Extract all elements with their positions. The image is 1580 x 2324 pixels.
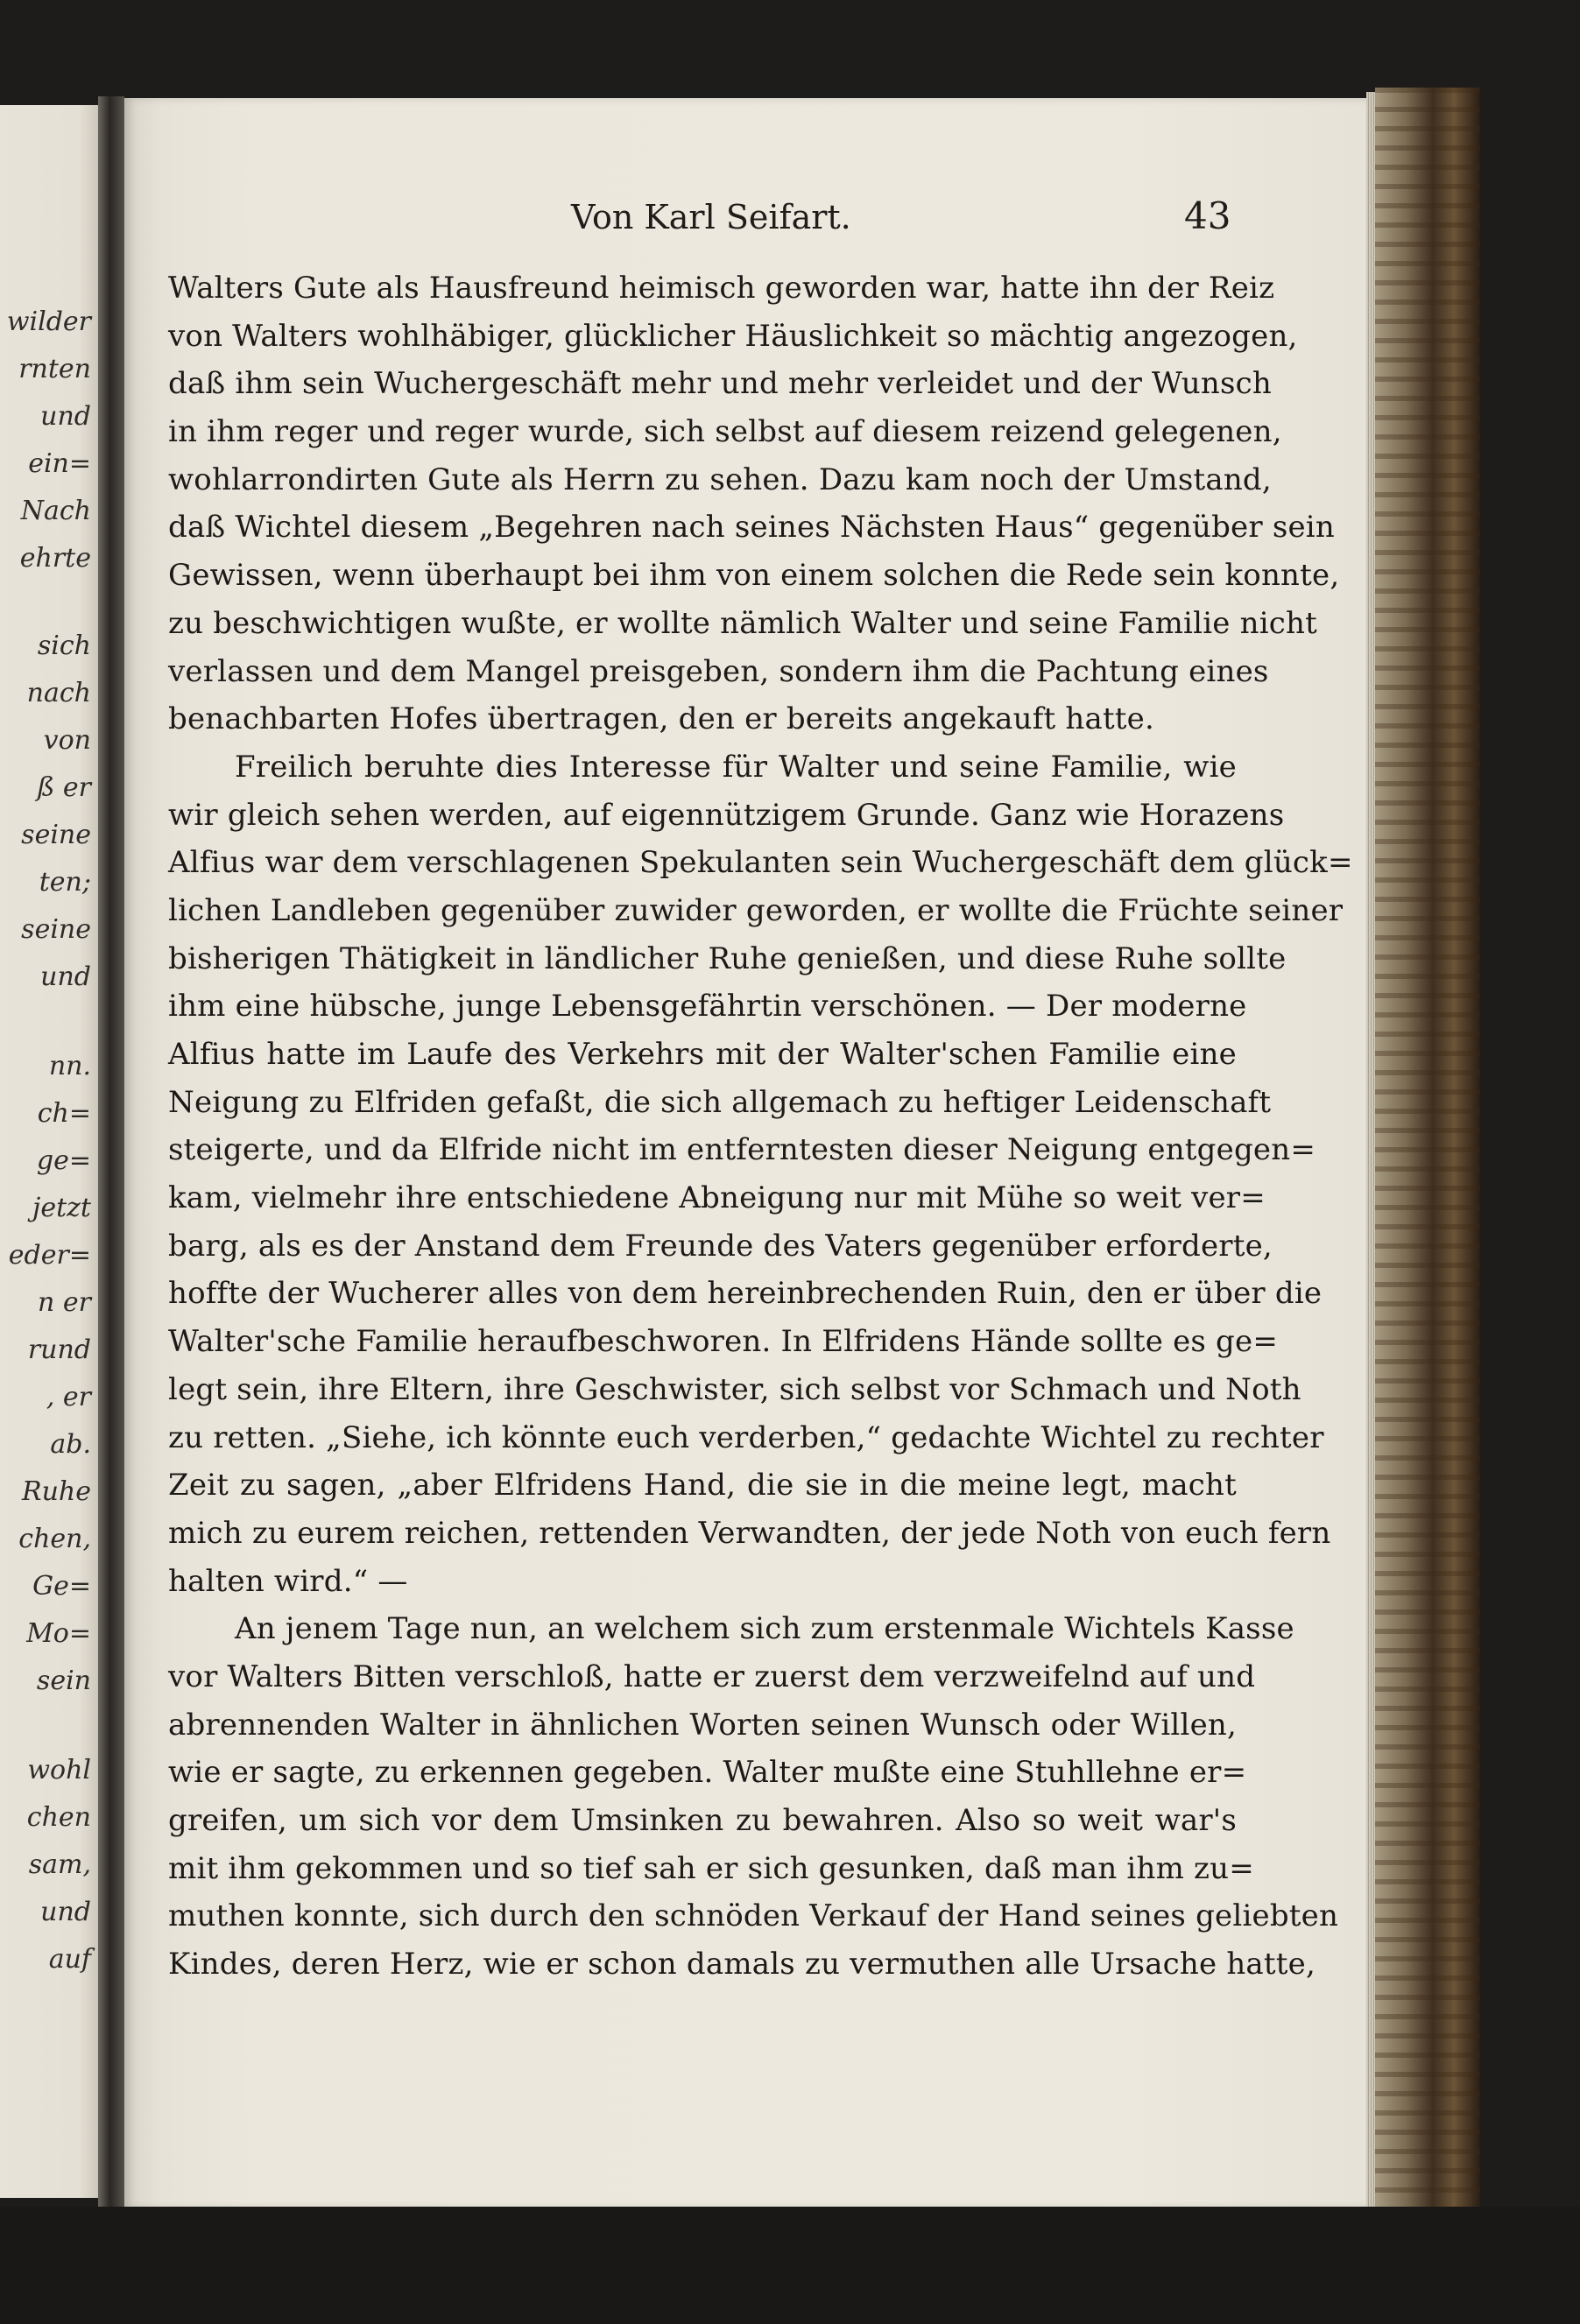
left-page-fragment: n er: [38, 1287, 91, 1318]
left-page-fragment: nn.: [48, 1051, 91, 1081]
text-line: An jenem Tage nun, an welchem sich zum erstenmale Wichtels Kasse: [235, 1611, 1294, 1647]
left-page-fragment: ein=: [28, 448, 91, 479]
background-bottom: [0, 2207, 1580, 2324]
text-line: lichen Landleben gegenüber zuwider geworden, er wollte die Früchte seiner: [168, 892, 1344, 928]
text-line: greifen, um sich vor dem Umsinken zu bewahren. Also so weit war's: [168, 1803, 1237, 1838]
left-page-fragment: wohl: [27, 1755, 91, 1785]
text-line: ihm eine hübsche, junge Lebensgefährtin verschönen. — Der moderne: [168, 989, 1247, 1025]
left-page-fragment: auf: [48, 1944, 91, 1975]
text-line: barg, als es der Anstand dem Freunde des Vaters gegenüber erforderte,: [168, 1228, 1273, 1264]
left-page: [0, 105, 105, 2198]
left-page-fragment: und: [40, 1897, 91, 1927]
left-page-fragment: seine: [21, 820, 91, 850]
text-line: zu beschwichtigen wußte, er wollte nämlich Walter und seine Familie nicht: [168, 605, 1317, 641]
left-page-fragment: jetzt: [32, 1193, 91, 1223]
left-page-fragment: Mo=: [26, 1618, 91, 1649]
text-line: abrennenden Walter in ähnlichen Worten seinen Wunsch oder Willen,: [168, 1707, 1237, 1743]
text-line: steigerte, und da Elfride nicht im entferntesten dieser Neigung entgegen=: [168, 1132, 1316, 1168]
text-line: daß ihm sein Wuchergeschäft mehr und mehr verleidet und der Wunsch: [168, 366, 1272, 402]
text-line: Gewissen, wenn überhaupt bei ihm von einem solchen die Rede sein konnte,: [168, 558, 1340, 594]
left-page-fragment: und: [40, 961, 91, 992]
left-page-fragment: sam,: [28, 1849, 91, 1880]
text-line: Alfius hatte im Laufe des Verkehrs mit der Walter'schen Familie eine: [168, 1037, 1237, 1072]
text-line: Neigung zu Elfriden gefaßt, die sich allgemach zu heftiger Leidenschaft: [168, 1084, 1272, 1120]
left-page-fragment: rund: [27, 1335, 91, 1365]
left-page-fragment: sich: [37, 630, 91, 661]
text-line: halten wird.“ —: [168, 1563, 408, 1599]
left-page-fragment: wilder: [6, 306, 91, 337]
text-line: wie er sagte, zu erkennen gegeben. Walter mußte eine Stuhllehne er=: [168, 1755, 1247, 1791]
right-page: [124, 98, 1368, 2208]
text-line: zu retten. „Siehe, ich könnte euch verderben,“ gedachte Wichtel zu rechter: [168, 1419, 1324, 1455]
left-page-fragment: sein: [36, 1666, 91, 1696]
text-line: Kindes, deren Herz, wie er schon damals zu vermuthen alle Ursache hatte,: [168, 1947, 1315, 1982]
left-page-fragment: rnten: [18, 354, 91, 384]
left-page-fragment: ten;: [39, 867, 91, 898]
left-page-fragment: seine: [21, 914, 91, 945]
left-page-fragment: ch=: [37, 1098, 91, 1129]
left-page-fragment: Ruhe: [22, 1476, 91, 1507]
left-page-fragment: ab.: [50, 1429, 91, 1460]
text-line: mich zu eurem reichen, rettenden Verwandten, der jede Noth von euch fern: [168, 1515, 1331, 1551]
text-line: kam, vielmehr ihre entschiedene Abneigung nur mit Mühe so weit ver=: [168, 1180, 1266, 1216]
text-line: muthen konnte, sich durch den schnöden Verkauf der Hand seines geliebten: [168, 1898, 1339, 1934]
text-line: mit ihm gekommen und so tief sah er sich gesunken, daß man ihm zu=: [168, 1850, 1254, 1886]
book-cover-edge: [1375, 88, 1480, 2242]
text-line: Alfius war dem verschlagenen Spekulanten sein Wuchergeschäft dem glück=: [168, 845, 1353, 881]
text-line: von Walters wohlhäbiger, glücklicher Häuslichkeit so mächtig angezogen,: [168, 318, 1298, 354]
left-page-fragment: chen: [26, 1802, 91, 1833]
left-page-fragment: und: [40, 401, 91, 432]
left-page-fragment: eder=: [8, 1240, 91, 1271]
text-line: wohlarrondirten Gute als Herrn zu sehen. Dazu kam noch der Umstand,: [168, 461, 1272, 497]
text-line: Zeit zu sagen, „aber Elfridens Hand, die sie in die meine legt, macht: [168, 1468, 1237, 1504]
text-line: hoffte der Wucherer alles von dem hereinbrechenden Ruin, den er über die: [168, 1276, 1323, 1312]
text-line: Walter'sche Familie heraufbeschworen. In Elfridens Hände sollte es ge=: [168, 1324, 1279, 1360]
text-line: legt sein, ihre Eltern, ihre Geschwister, sich selbst vor Schmach und Noth: [168, 1371, 1301, 1407]
text-line: in ihm reger und reger wurde, sich selbst auf diesem reizend gelegenen,: [168, 414, 1282, 450]
text-line: Freilich beruhte dies Interesse für Walter und seine Familie, wie: [235, 749, 1237, 785]
text-line: Walters Gute als Hausfreund heimisch geworden war, hatte ihn der Reiz: [168, 271, 1275, 306]
running-head: [124, 194, 1368, 250]
text-line: daß Wichtel diesem „Begehren nach seines Nächsten Haus“ gegenüber sein: [168, 510, 1335, 546]
left-page-fragment: Ge=: [32, 1571, 91, 1602]
left-page-fragment: chen,: [18, 1524, 91, 1554]
left-page-fragment: nach: [26, 678, 91, 708]
left-page-fragment: von: [43, 725, 91, 756]
left-page-fragment: , er: [46, 1382, 91, 1412]
book-gutter: [98, 96, 124, 2207]
left-page-fragment: ß er: [37, 772, 91, 803]
text-line: vor Walters Bitten verschloß, hatte er zuerst dem verzweifelnd auf und: [168, 1658, 1256, 1694]
left-page-fragment: ehrte: [19, 543, 91, 574]
text-line: benachbarten Hofes übertragen, den er bereits angekauft hatte.: [168, 701, 1154, 737]
left-page-fragment: Nach: [20, 496, 91, 526]
text-line: bisherigen Thätigkeit in ländlicher Ruhe genießen, und diese Ruhe sollte: [168, 940, 1287, 976]
running-title: Von Karl Seifart.: [571, 198, 851, 236]
text-line: wir gleich sehen werden, auf eigennützigem Grunde. Ganz wie Horazens: [168, 797, 1285, 833]
page-number: 43: [1184, 194, 1231, 237]
body-text: [168, 264, 1353, 1989]
text-line: verlassen und dem Mangel preisgeben, sondern ihm die Pachtung eines: [168, 653, 1269, 689]
left-page-fragment: ge=: [36, 1145, 91, 1176]
